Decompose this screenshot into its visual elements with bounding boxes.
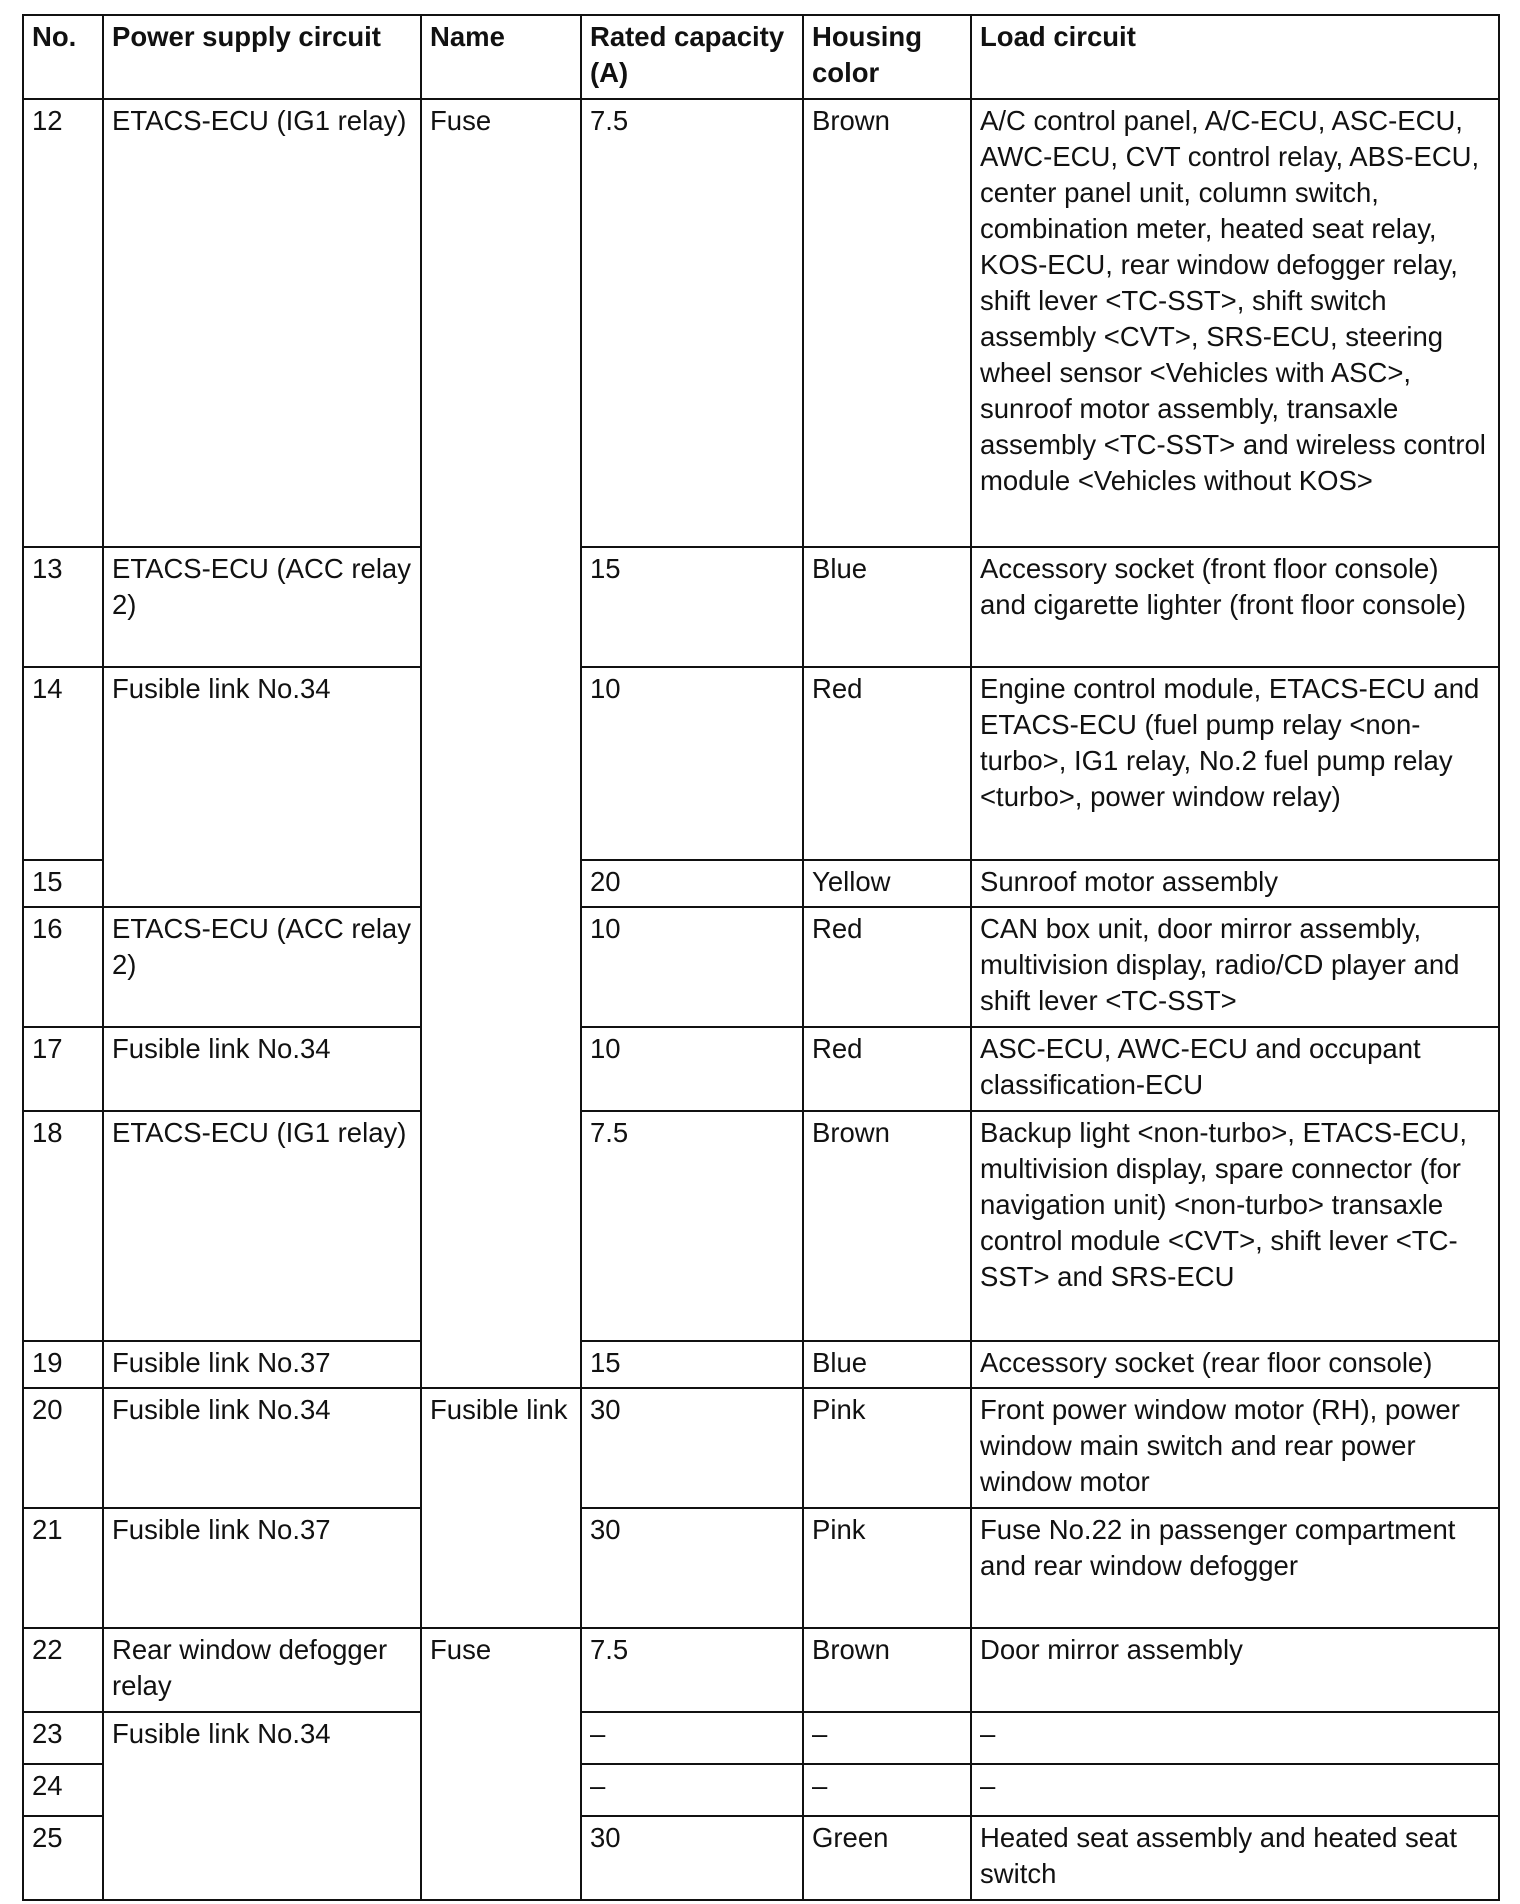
cell-capacity: 30 bbox=[581, 1816, 803, 1900]
cell-load: Accessory socket (front floor console) and cigarette lighter (front floor console) bbox=[971, 547, 1499, 667]
cell-power-supply: ETACS-ECU (ACC relay 2) bbox=[103, 907, 421, 1027]
cell-no: 18 bbox=[23, 1111, 103, 1341]
cell-name: Fuse bbox=[421, 1628, 581, 1900]
header-power-supply: Power supply circuit bbox=[103, 15, 421, 99]
header-row bbox=[23, 15, 1499, 99]
cell-load: Front power window motor (RH), power window main switch and rear power window motor bbox=[971, 1388, 1499, 1508]
cell-load: – bbox=[971, 1764, 1499, 1816]
cell-color: Pink bbox=[803, 1508, 971, 1628]
cell-color: – bbox=[803, 1712, 971, 1764]
cell-power-supply: Fusible link No.37 bbox=[103, 1508, 421, 1628]
cell-load: Door mirror assembly bbox=[971, 1628, 1499, 1712]
cell-capacity: 7.5 bbox=[581, 1628, 803, 1712]
cell-capacity: 10 bbox=[581, 907, 803, 1027]
cell-no: 16 bbox=[23, 907, 103, 1027]
cell-load: Backup light <non-turbo>, ETACS-ECU, multivision display, spare connector (for navigation unit) <non-turbo> transaxle control module <CVT>, shift lever <TC-SST> and SRS-ECU bbox=[971, 1111, 1499, 1341]
cell-color: Red bbox=[803, 907, 971, 1027]
cell-no: 20 bbox=[23, 1388, 103, 1508]
cell-power-supply: Rear window defogger relay bbox=[103, 1628, 421, 1712]
cell-load: Accessory socket (rear floor console) bbox=[971, 1341, 1499, 1388]
table-row bbox=[23, 1027, 1499, 1111]
cell-power-supply: Fusible link No.34 bbox=[103, 1712, 421, 1900]
cell-load: Engine control module, ETACS-ECU and ETACS-ECU (fuel pump relay <non-turbo>, IG1 relay, No.2 fuel pump relay <turbo>, power window relay) bbox=[971, 667, 1499, 860]
cell-power-supply: ETACS-ECU (IG1 relay) bbox=[103, 99, 421, 547]
cell-color: Green bbox=[803, 1816, 971, 1900]
cell-capacity: 15 bbox=[581, 547, 803, 667]
cell-no: 19 bbox=[23, 1341, 103, 1388]
cell-load: CAN box unit, door mirror assembly, multivision display, radio/CD player and shift lever <TC-SST> bbox=[971, 907, 1499, 1027]
cell-power-supply: Fusible link No.34 bbox=[103, 667, 421, 907]
cell-load: Fuse No.22 in passenger compartment and rear window defogger bbox=[971, 1508, 1499, 1628]
cell-power-supply: Fusible link No.34 bbox=[103, 1027, 421, 1111]
cell-no: 15 bbox=[23, 860, 103, 907]
cell-color: Yellow bbox=[803, 860, 971, 907]
cell-capacity: 30 bbox=[581, 1508, 803, 1628]
cell-color: – bbox=[803, 1764, 971, 1816]
cell-no: 25 bbox=[23, 1816, 103, 1900]
table-row bbox=[23, 547, 1499, 667]
cell-power-supply: Fusible link No.34 bbox=[103, 1388, 421, 1508]
cell-color: Red bbox=[803, 1027, 971, 1111]
cell-power-supply: ETACS-ECU (ACC relay 2) bbox=[103, 547, 421, 667]
table-row bbox=[23, 1508, 1499, 1628]
cell-capacity: 10 bbox=[581, 667, 803, 860]
table-row bbox=[23, 1628, 1499, 1712]
cell-no: 21 bbox=[23, 1508, 103, 1628]
cell-color: Brown bbox=[803, 99, 971, 547]
cell-capacity: – bbox=[581, 1712, 803, 1764]
cell-capacity: 30 bbox=[581, 1388, 803, 1508]
cell-no: 17 bbox=[23, 1027, 103, 1111]
cell-load: Heated seat assembly and heated seat switch bbox=[971, 1816, 1499, 1900]
cell-color: Brown bbox=[803, 1628, 971, 1712]
cell-color: Blue bbox=[803, 547, 971, 667]
table-row bbox=[23, 99, 1499, 547]
header-capacity: Rated capacity (A) bbox=[581, 15, 803, 99]
cell-capacity: 10 bbox=[581, 1027, 803, 1111]
table-row bbox=[23, 1388, 1499, 1508]
cell-color: Brown bbox=[803, 1111, 971, 1341]
cell-load: A/C control panel, A/C-ECU, ASC-ECU, AWC-ECU, CVT control relay, ABS-ECU, center panel unit, column switch, combination meter, heated seat relay, KOS-ECU, rear window defogger relay, shift lever <TC-SST>, shift switch assembly <CVT>, SRS-ECU, steering wheel sensor <Vehicles with ASC>, sunroof motor assembly, transaxle assembly <TC-SST> and wireless control module <Vehicles without KOS> bbox=[971, 99, 1499, 547]
cell-no: 24 bbox=[23, 1764, 103, 1816]
cell-power-supply: ETACS-ECU (IG1 relay) bbox=[103, 1111, 421, 1341]
header-load: Load circuit bbox=[971, 15, 1499, 99]
cell-name: Fuse bbox=[421, 99, 581, 1388]
table-row bbox=[23, 1712, 1499, 1764]
cell-capacity: 7.5 bbox=[581, 99, 803, 547]
table-row bbox=[23, 907, 1499, 1027]
table-row bbox=[23, 667, 1499, 860]
cell-capacity: 7.5 bbox=[581, 1111, 803, 1341]
cell-color: Red bbox=[803, 667, 971, 860]
header-no: No. bbox=[23, 15, 103, 99]
cell-name: Fusible link bbox=[421, 1388, 581, 1628]
table-row bbox=[23, 1111, 1499, 1341]
cell-power-supply: Fusible link No.37 bbox=[103, 1341, 421, 1388]
cell-no: 23 bbox=[23, 1712, 103, 1764]
cell-capacity: 15 bbox=[581, 1341, 803, 1388]
cell-load: – bbox=[971, 1712, 1499, 1764]
cell-capacity: – bbox=[581, 1764, 803, 1816]
cell-no: 14 bbox=[23, 667, 103, 860]
cell-load: ASC-ECU, AWC-ECU and occupant classification-ECU bbox=[971, 1027, 1499, 1111]
cell-color: Pink bbox=[803, 1388, 971, 1508]
header-name: Name bbox=[421, 15, 581, 99]
cell-capacity: 20 bbox=[581, 860, 803, 907]
cell-color: Blue bbox=[803, 1341, 971, 1388]
table-row bbox=[23, 1341, 1499, 1388]
cell-no: 12 bbox=[23, 99, 103, 547]
cell-no: 13 bbox=[23, 547, 103, 667]
header-color: Housing color bbox=[803, 15, 971, 99]
cell-load: Sunroof motor assembly bbox=[971, 860, 1499, 907]
cell-no: 22 bbox=[23, 1628, 103, 1712]
fuse-table bbox=[22, 14, 1500, 1901]
